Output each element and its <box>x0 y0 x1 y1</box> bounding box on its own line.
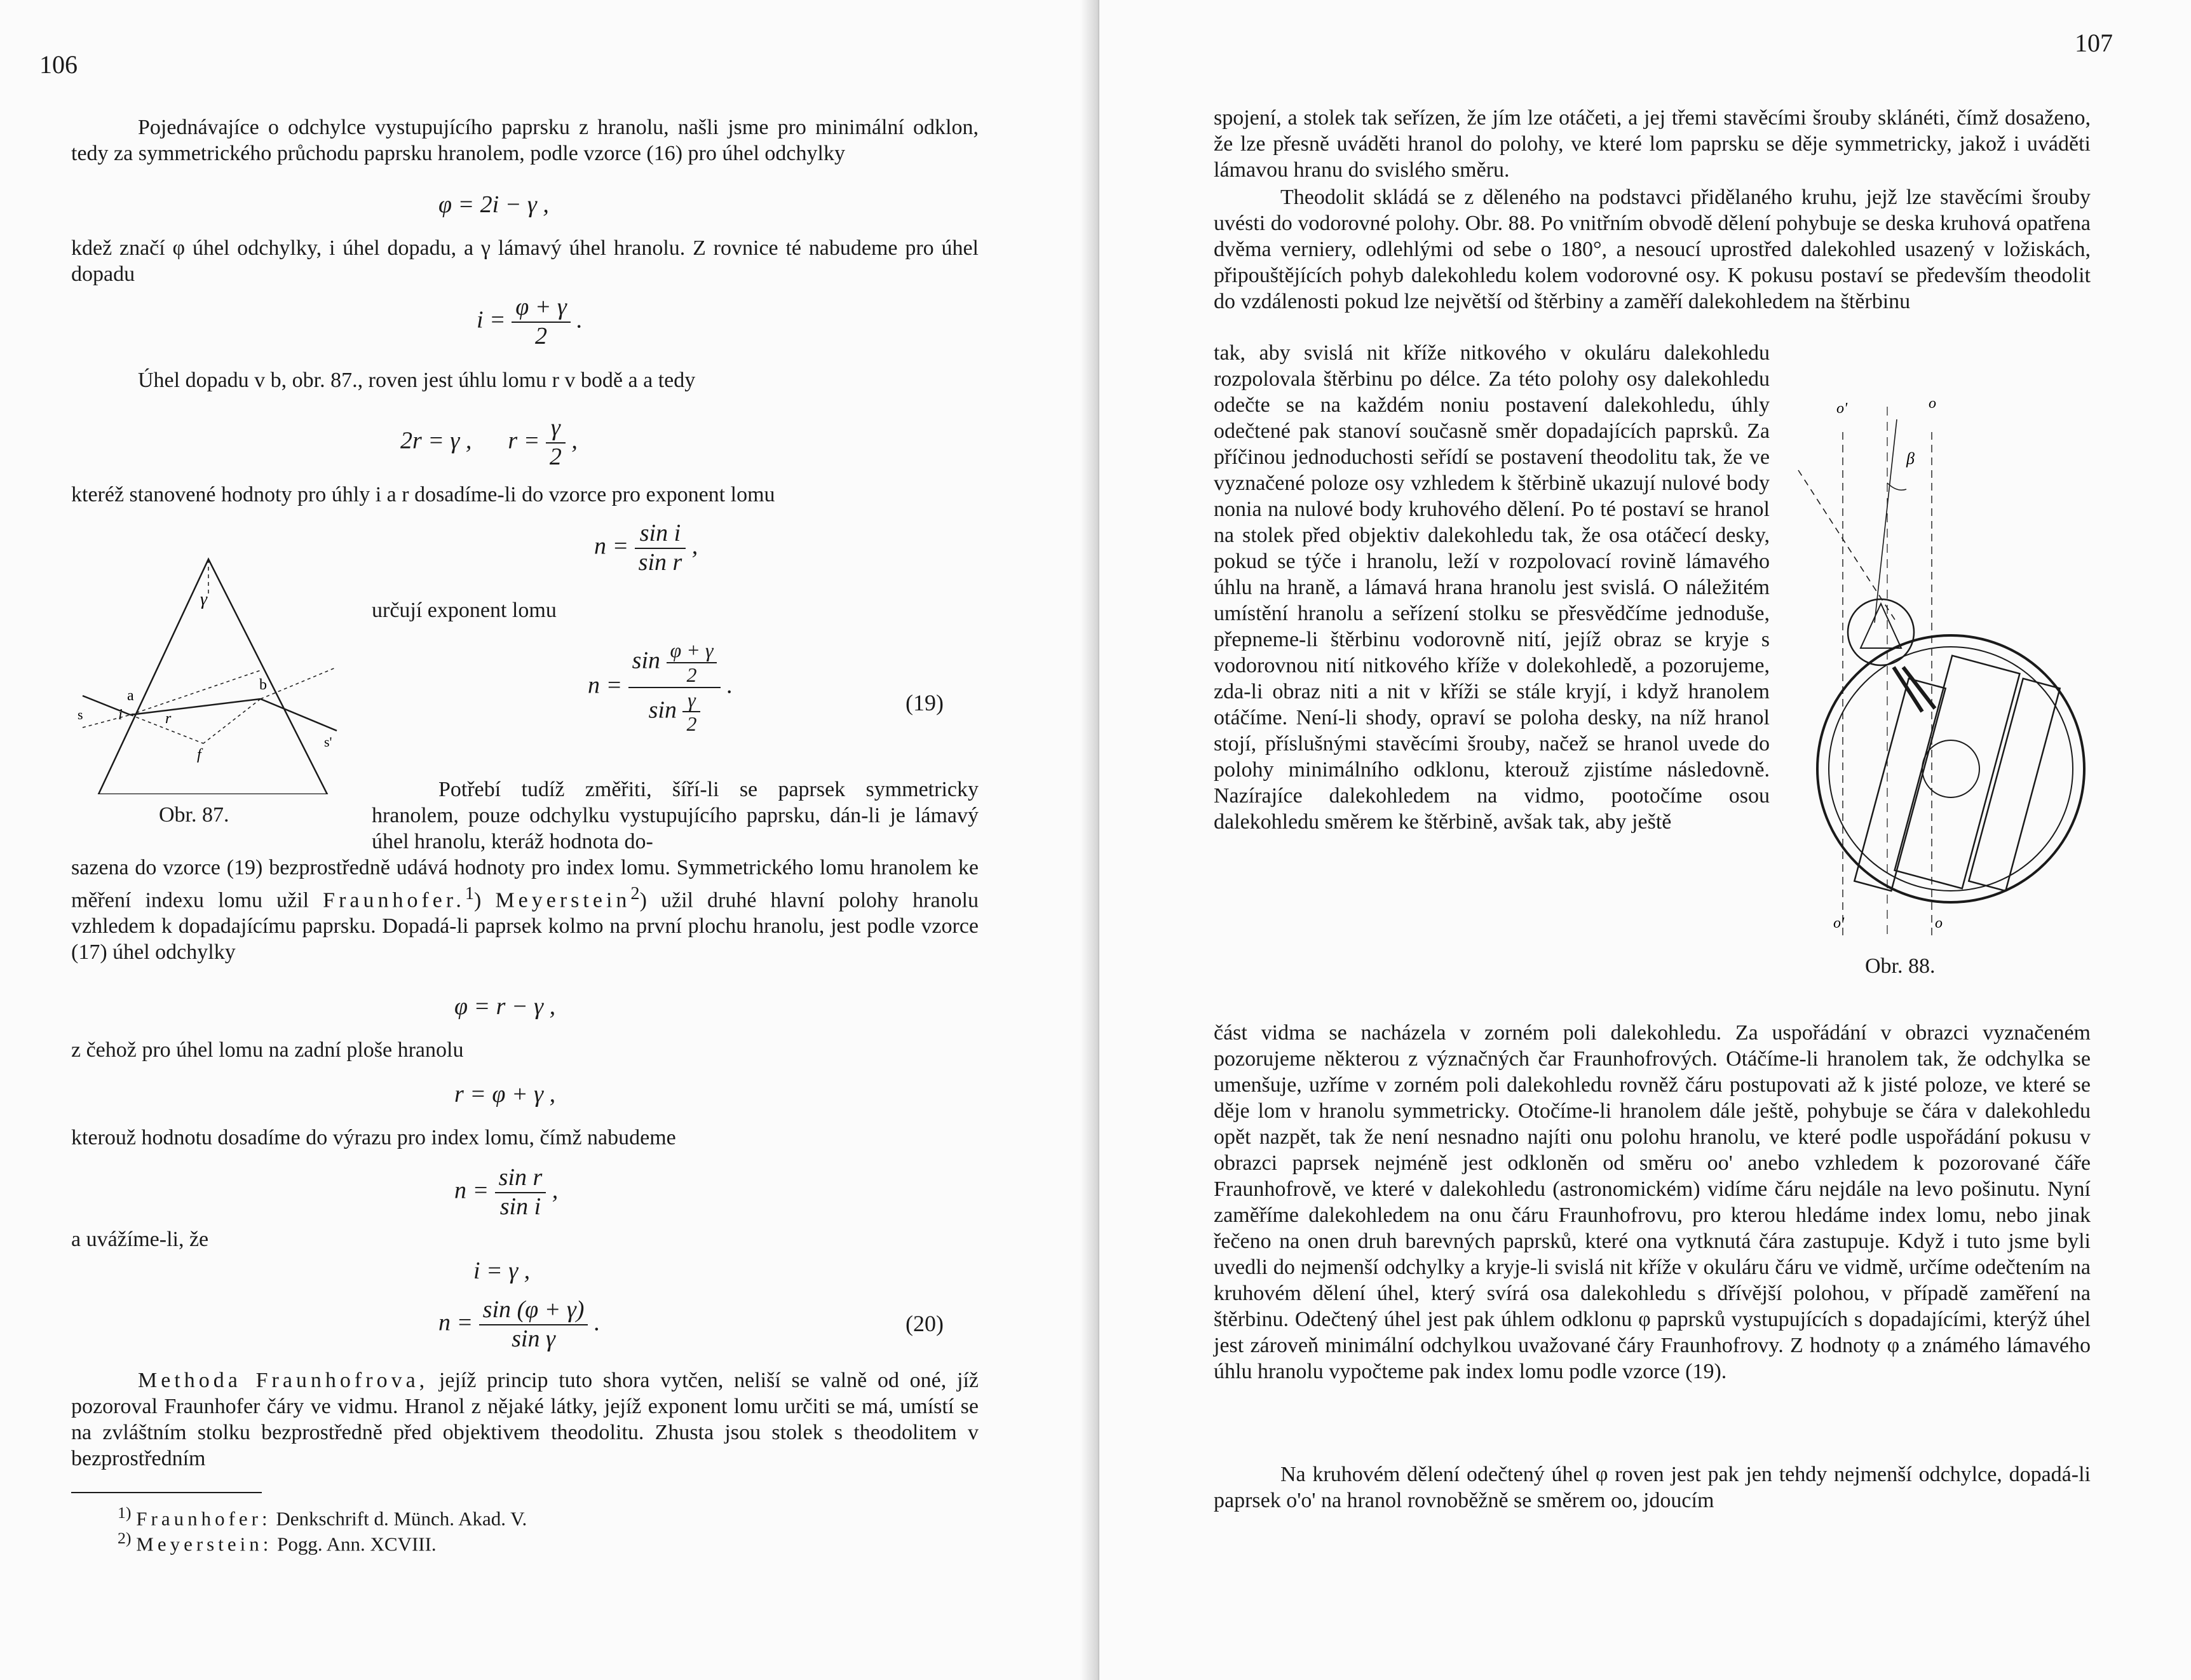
equation-20: n = $\frac{\sin (\varphi + \gamma)}{\text{sin γ}}$ . <box>438 1296 600 1352</box>
equation-20-number: (20) <box>906 1311 944 1336</box>
label-o-top: o <box>1929 395 1936 412</box>
page-right <box>1099 0 2191 1680</box>
label-a: a <box>127 688 134 704</box>
label-s-prime: s' <box>324 734 332 750</box>
paragraph-5-narrow: Potřebí tudíž změřiti, šíří-li se paprsek symmetricky hranolem, pouze odchylku vystupujícího paprsku, dán-li je lámavý úhel hranolu, kteráž hodnota do- <box>372 778 979 853</box>
paragraph-3-narrow: tak, aby svislá nit kříže nitkového v okuláru dalekohledu rozpolovala štěrbinu po délce. Za této polohy osy dalekohledu odečte se na každém noniu postavení dalekohledu, úhly odečtené pak stanoví současně směr dopadajících paprsků. Za příčinou jednoduchosti seřídí se postavení theodolitu tak, že ve vyznačené poloze osy vzhledem k štěrbině ukazují nulové body nonia na nulové body kruhového dělení. Po té postaví se hranol na stolek před objektiv dalekohledu tak, že osa otáčecí desky, pokud se týče i hranolu, leží v rozpolovací rovině lámavého úhlu na hraně, a lámavá hrana hranolu jest svislá. O náležitém umístění hranolu a seřízení stolku se přesvědčíme jednoduše, přepneme-li štěrbinu vodorovně nití, jejíž obraz se kryje s vodorovnou nití nitkového kříže v dolekohledě, a pozorujeme, zda-li obraz niti a nit v kříži se stále kryjí, i když hranolem otáčíme. Není-li shody, opraví se poloha desky, na níž hranol stojí, příslušnými stavěcími šrouby, načež se hranol uvede do polohy minimálního odklonu, kterouž zjistíme následovně. Nazírajíce dalekohledem na vidmo, pootočíme osou dalekohledu směrem ke štěrbině, avšak tak, aby ještě <box>1214 341 1770 834</box>
label-o-bottom: o <box>1935 915 1943 931</box>
equation-6: φ = r − γ , <box>454 993 556 1020</box>
label-f: f <box>197 747 201 763</box>
paragraph-9: Methoda Fraunhofrova, jejíž princip tuto shora vytčen, neliší se valně od oné, jíž pozoroval Fraunhofer čáry ve vidmu. Hranol z nějaké látky, jejíž exponent lomu určiti se má, umístí se na zvláštním stolku bezprostředně před objektivem theodolitu. Zhusta jsou stolek s theodolitem v bezprostředním <box>71 1369 979 1470</box>
figure-87-caption: Obr. 87. <box>159 803 229 827</box>
paragraph-4: kteréž stanovené hodnoty pro úhly i a r dosadíme-li do vzorce pro exponent lomu <box>71 483 775 506</box>
equation-2: i = $\frac{\varphi + \gamma}{2}$ . <box>477 294 583 349</box>
label-b: b <box>259 677 267 693</box>
label-beta: β <box>1906 449 1915 468</box>
paragraph-1: spojení, a stolek tak seřízen, že jím lze otáčeti, a jej třemi stavěcími šrouby sklánéti, čímž dosaženo, že lze přesně uváděti hranol do polohy, ve které lom paprsku se děje symmetricky, jakož i uváděti lámavou hranu do svislého směru. <box>1214 106 2091 182</box>
label-i: i <box>118 707 123 723</box>
equation-8: n = $\frac{\text{sin r}}{\text{sin i}}$ , <box>454 1164 559 1220</box>
equation-19-number: (19) <box>906 690 944 715</box>
paragraph-7: kterouž hodnotu dosadíme do výrazu pro index lomu, čímž nabudeme <box>71 1126 676 1149</box>
label-r: r <box>165 710 172 727</box>
footnote-2: $^{2)}$ Meyerstein: Pogg. Ann. XCVIII. <box>118 1529 437 1555</box>
paragraph-3: Úhel dopadu v b, obr. 87., roven jest úhlu lomu r v bodě a a tedy <box>138 369 696 392</box>
figure-88-theodolite-diagram <box>1786 381 2103 940</box>
uruji-text: určují exponent lomu <box>372 599 557 622</box>
paragraph-5-full: sazena do vzorce (19) bezprostředně udává hodnoty pro index lomu. Symmetrického lomu hranolem ke měření indexu lomu užil Fraunhofer.$^1$) Meyerstein$^2$) užil druhé hlavní polohy hranolu vzhledem k dopadajícímu paprsku. Dopadá-li paprsek kolmo na první plochu hranolu, jest podle vzorce (17) úhel odchylky <box>71 856 979 965</box>
paragraph-4: Na kruhovém dělení odečtený úhel φ roven jest pak jen tehdy nejmenší odchylce, dopadá-li paprsek o'o' na hranol rovnoběžně se směrem oo, jdoucím <box>1214 1463 2091 1512</box>
equation-4: n = $\frac{\text{sin i}}{\text{sin r}}$ , <box>594 520 698 576</box>
equation-7: r = φ + γ , <box>454 1081 556 1108</box>
page-left <box>0 0 1093 1680</box>
page-number: 106 <box>39 50 78 79</box>
label-gamma: γ <box>200 590 208 609</box>
footnote-1: $^{1)}$ Fraunhofer: Denkschrift d. Münch. Akad. V. <box>118 1503 527 1530</box>
equation-19: n = sin $\frac{\varphi + \gamma}{2}$ sin $\frac{\gamma}{2}$ . <box>588 639 733 736</box>
equation-3: 2r = γ , r = $\frac{\gamma}{2}$ , <box>400 414 578 470</box>
footnote-rule <box>71 1492 262 1493</box>
paragraph-6: z čehož pro úhel lomu na zadní ploše hranolu <box>71 1038 464 1062</box>
label-s: s <box>78 707 83 722</box>
page-number: 107 <box>2075 29 2113 57</box>
paragraph-1: Pojednávajíce o odchylce vystupujícího paprsku z hranolu, našli jsme pro minimální odklon, tedy za symmetrického průchodu paprsku hranolem, podle vzorce (16) pro úhel odchylky <box>71 116 979 165</box>
paragraph-2: Theodolit skládá se z děleného na podstavci přidělaného kruhu, jejž lze stavěcími šrouby uvésti do vodorovné polohy. Obr. 88. Po vnitřním obvodě dělení pohybuje se deska kruhová opatřena dvěma verniery, odlehlými od sebe o 180°, a nesoucí uprostřed dalekohled usazený v ložiskách, připouštějících pohyb dalekohledu kolem vodorovné osy. K pokusu postaví se především theodolit do vzdálenosti pokud lze největší od štěrbiny a zaměří dalekohledem na štěrbinu <box>1214 186 2091 313</box>
equation-9: i = γ , <box>473 1257 531 1284</box>
label-o-prime-top: o' <box>1836 400 1848 417</box>
figure-88-caption: Obr. 88. <box>1865 954 1936 978</box>
paragraph-3-full: část vidma se nacházela v zorném poli dalekohledu. Za uspořádání v obrazci vyznačeném pozorujeme některou z význačných čar Fraunhofrových. Otáčíme-li hranolem tak, že odchylka se umenšuje, uzříme v zorném poli dalekohledu rovněž čáru postupovati až k jisté poloze, ve které se děje lom v hranolu symmetricky. Otočíme-li hranolem dále ještě, pohybuje se čára v dalekohledu opět nazpět, tak že není nesnadno najíti onu polohu hranolu, ve které podle uspořádání pokusu v obrazci paprsek nejméně jest odkloněn od směru oo' anebo vzhledem k pozorované čáře Fraunhofrově, ve které v dalekohledu (astronomickém) vidíme čáru nejdále na levo pošinutu. Nyní zaměříme dalekohledem na onu čáru Fraunhofrovu, pro kterou hledáme index lomu, nebo jinak řečeno na onen druh barevných paprsků, které ona vytknutá čára zastupuje. Když i tuto jsme byli uvedli do nejmenší odchylky a kryje-li svislá nit kříže v okuláru čáru ve vidmě, určíme odečtením na kruhovém dělení úhel, který svírá osa dalekohledu s dřívější polohou, v případě zaměření na štěrbinu. Odečtený úhel jest pak úhlem odklonu φ paprsků vystupujících s dopadajícími, kterýž úhel jest zároveň minimální odchylkou uvažované čáry Fraunhofrovy. Z hodnoty φ a známého lámavého úhlu hranolu vypočteme pak index lomu podle vzorce (19). <box>1214 1021 2091 1383</box>
label-o-prime-bottom: o' <box>1833 915 1845 931</box>
figure-87-prism-diagram <box>70 553 349 794</box>
paragraph-2: kdež značí φ úhel odchylky, i úhel dopadu, a γ lámavý úhel hranolu. Z rovnice té nabudeme pro úhel dopadu <box>71 236 979 286</box>
paragraph-8: a uvážíme-li, že <box>71 1228 209 1251</box>
equation-1: φ = 2i − γ , <box>438 191 549 218</box>
